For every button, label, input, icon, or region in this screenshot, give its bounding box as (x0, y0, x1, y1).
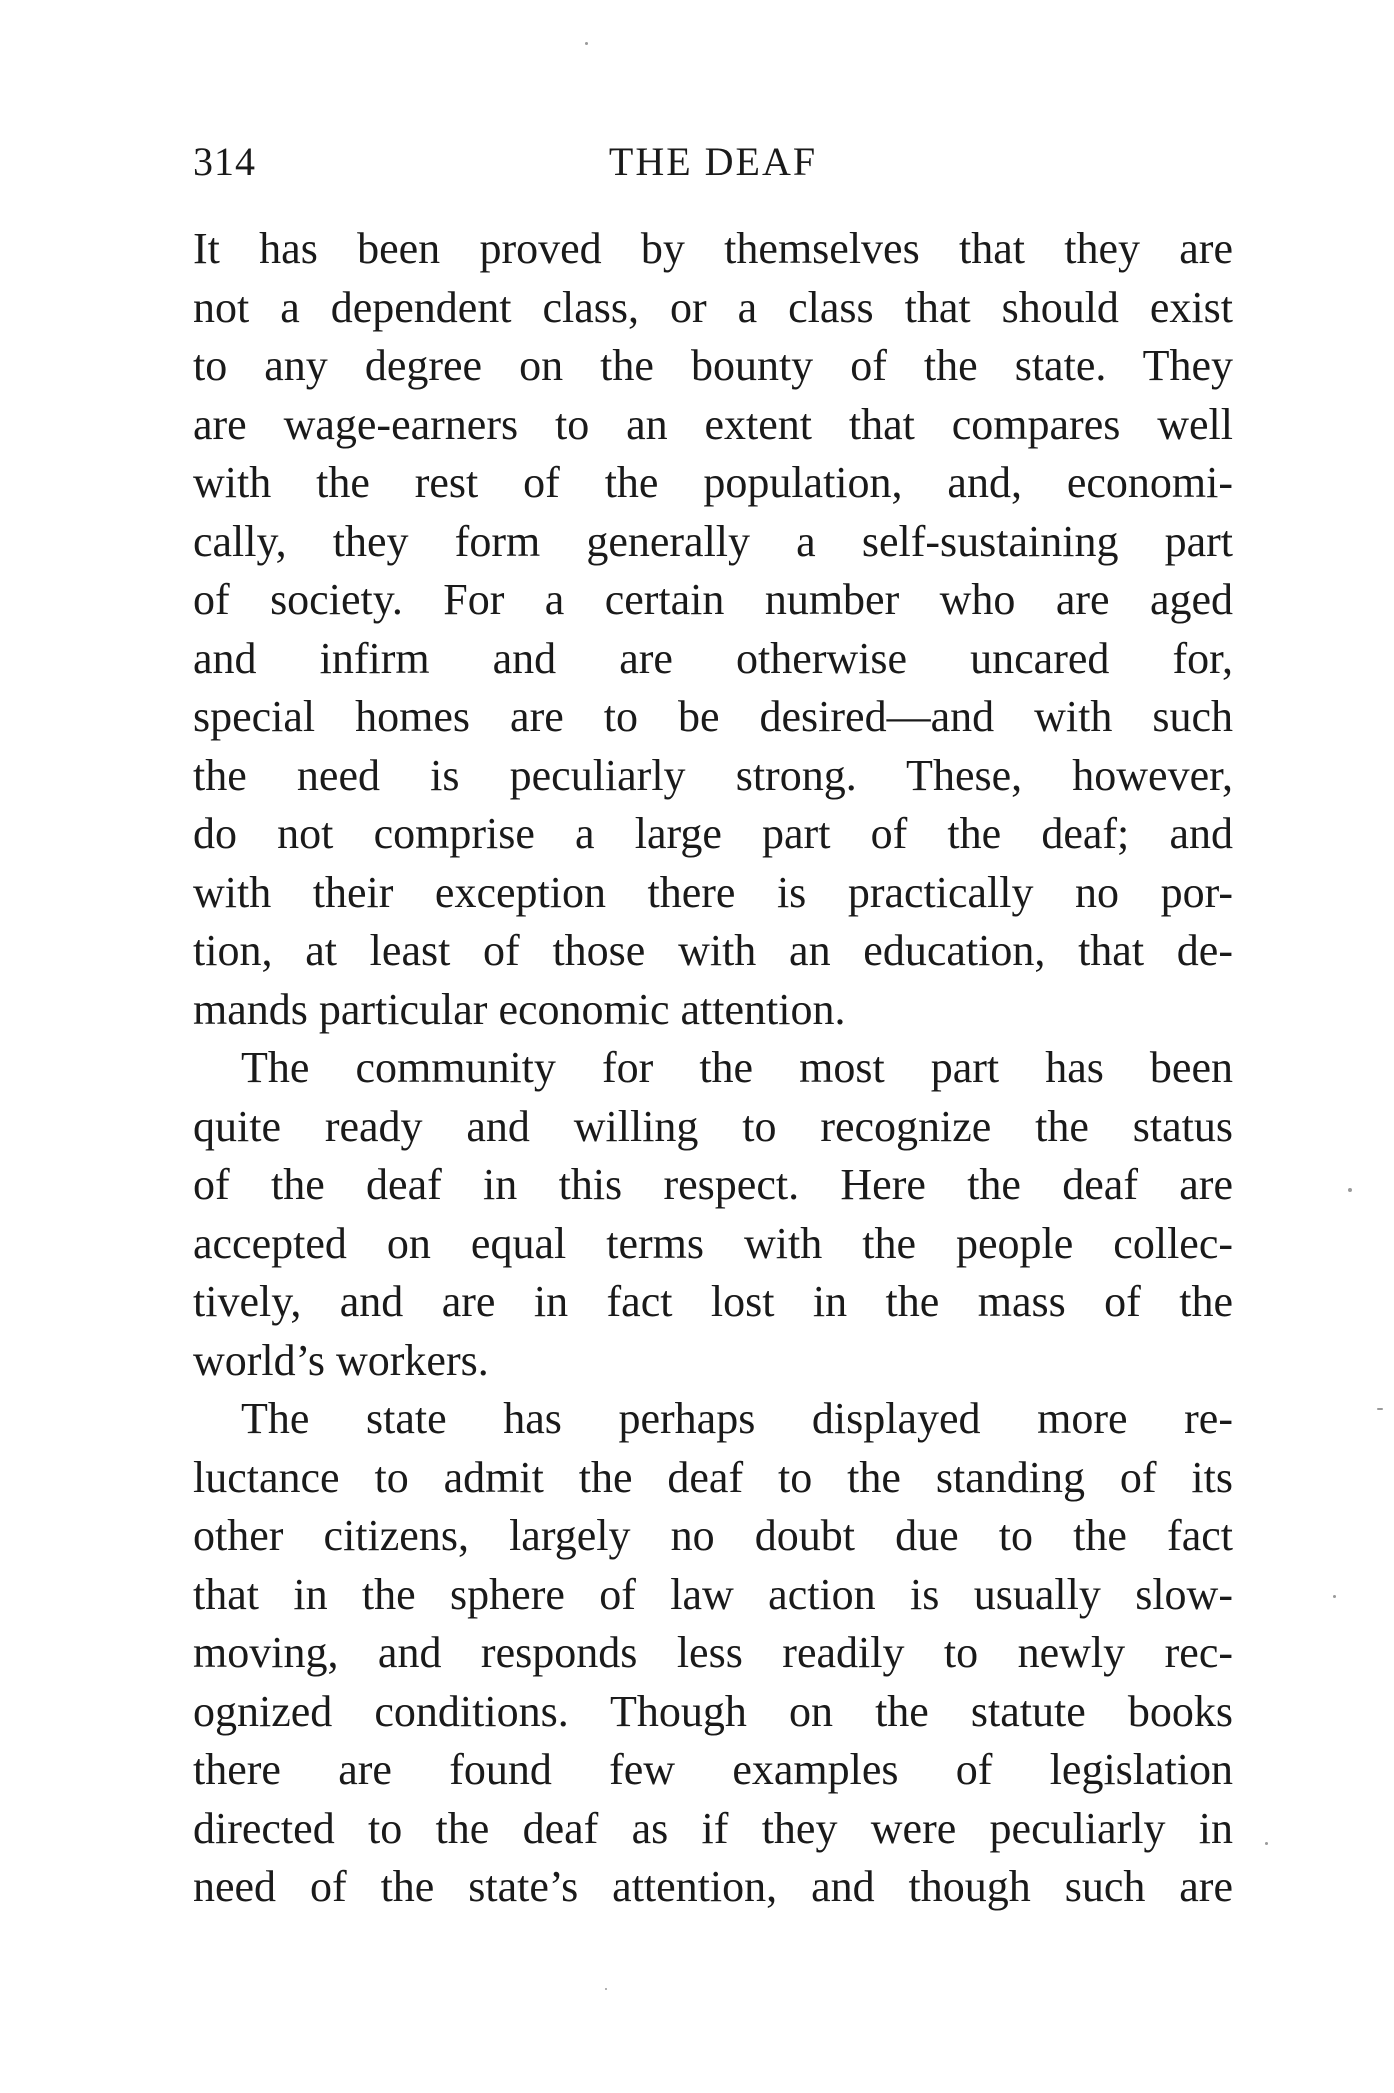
running-head: THE DEAF (608, 139, 818, 184)
text-line: special homes are to be desired—and with such (193, 692, 1233, 741)
text-line: tively, and are in fact lost in the mass of the (193, 1277, 1233, 1326)
text-line: It has been proved by themselves that they are (193, 224, 1233, 273)
text-line: of society. For a certain number who are aged (193, 575, 1233, 624)
text-line: luctance to admit the deaf to the standing of its (193, 1452, 1233, 1502)
text-line: that in the sphere of law action is usually slow- (193, 1569, 1233, 1619)
text-line: not a dependent class, or a class that should exist (193, 282, 1233, 332)
text-line: accepted on equal terms with the people collec- (193, 1218, 1233, 1268)
text-line: mands particular economic attention. (193, 984, 846, 1034)
scan-speck (1333, 1595, 1336, 1598)
body-text (193, 220, 1233, 1917)
text-line: need of the state’s attention, and though such are (193, 1862, 1233, 1911)
scan-speck (1377, 1408, 1383, 1410)
text-line: ognized conditions. Though on the statute books (193, 1686, 1233, 1736)
scan-speck (1348, 1188, 1352, 1192)
text-line: there are found few examples of legislation (193, 1745, 1233, 1794)
page-header (193, 132, 1233, 192)
text-line: other citizens, largely no doubt due to the fact (193, 1511, 1233, 1560)
text-line: the need is peculiarly strong. These, however, (193, 750, 1233, 800)
text-line: do not comprise a large part of the deaf; and (193, 809, 1233, 858)
text-line: world’s workers. (193, 1335, 489, 1385)
text-line: with their exception there is practically no por- (193, 867, 1233, 917)
text-line: of the deaf in this respect. Here the deaf are (193, 1160, 1233, 1209)
text-line: tion, at least of those with an education, that de- (193, 926, 1233, 975)
scan-speck (605, 1988, 607, 1990)
page-number: 314 (193, 139, 256, 184)
text-line: quite ready and willing to recognize the status (193, 1101, 1233, 1151)
text-line: to any degree on the bounty of the state. They (193, 341, 1233, 390)
text-line: The state has perhaps displayed more re- (241, 1394, 1233, 1443)
text-line: are wage-earners to an extent that compares well (193, 399, 1233, 449)
text-line: The community for the most part has been (241, 1043, 1233, 1092)
text-line: and infirm and are otherwise uncared for, (193, 633, 1233, 683)
text-line: moving, and responds less readily to newly rec- (193, 1628, 1233, 1677)
scan-speck (1265, 1842, 1268, 1845)
text-line: with the rest of the population, and, economi- (193, 458, 1233, 507)
text-line: cally, they form generally a self-sustaining part (193, 516, 1233, 566)
text-line: directed to the deaf as if they were peculiarly in (193, 1803, 1233, 1853)
scan-speck (585, 42, 588, 45)
